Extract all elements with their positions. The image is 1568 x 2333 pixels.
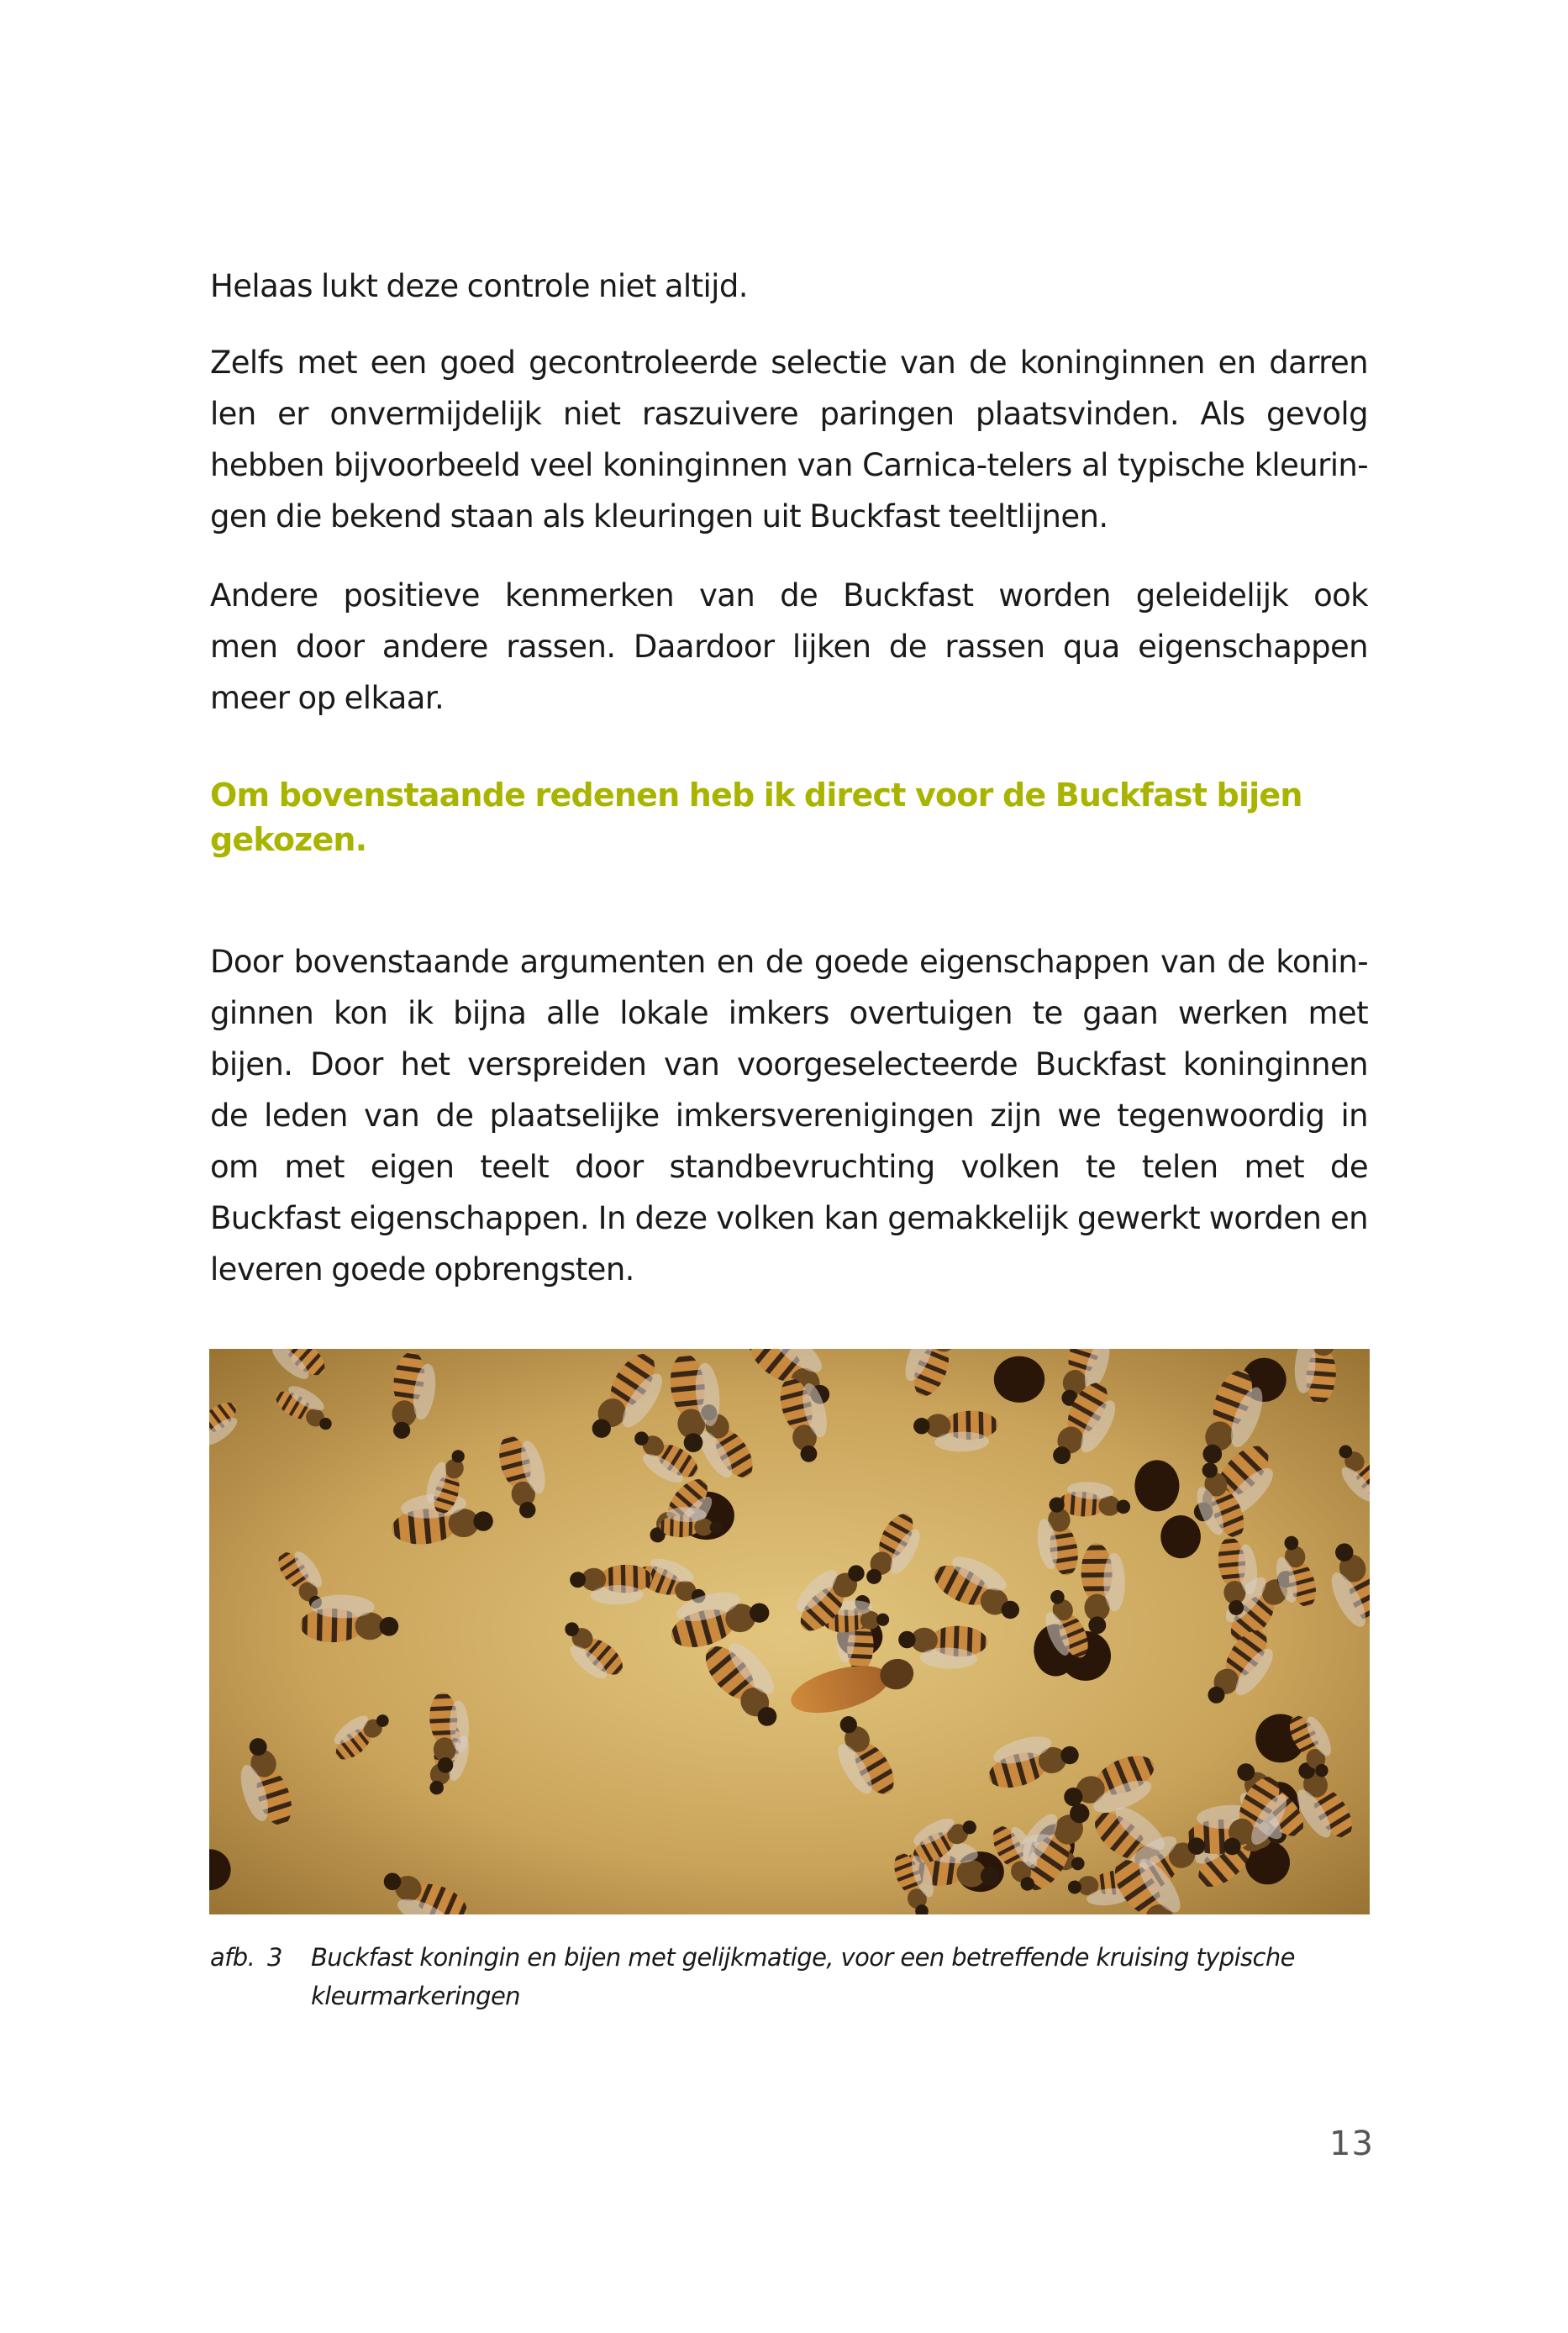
text-line: Door bovenstaande argumenten en de goede eigenschappen van de konin- bbox=[210, 944, 1368, 980]
caption-line: Buckfast koningin en bijen met gelijkmatige, voor een betreffende kruising typische bbox=[311, 1943, 1295, 1972]
bees-photo bbox=[209, 1349, 1370, 1914]
text-line: Buckfast eigenschappen. In deze volken kan gemakkelijk gewerkt worden en bbox=[210, 1200, 1368, 1236]
comb-cell bbox=[1160, 1515, 1201, 1558]
text-line: meer op elkaar. bbox=[210, 680, 445, 716]
comb-cell bbox=[1134, 1460, 1179, 1511]
text-line: Helaas lukt deze controle niet altijd. bbox=[210, 268, 748, 304]
paragraph-selection bbox=[210, 337, 1368, 542]
text-line: de leden van de plaatselijke imkersverenigingen zijn we tegenwoordig in bbox=[210, 1098, 1368, 1134]
text-line: leveren goede opbrengsten. bbox=[210, 1251, 634, 1288]
figure-label: afb. bbox=[210, 1943, 255, 1972]
caption-line: kleurmarkeringen bbox=[311, 1982, 520, 2010]
text-line: Zelfs met een goed gecontroleerde selectie van de koninginnen en darren bbox=[210, 345, 1368, 381]
text-line: len er onvermijdelijk niet raszuivere paringen plaatsvinden. Als gevolg bbox=[210, 396, 1368, 432]
text-line: men door andere rassen. Daardoor lijken de rassen qua eigenschappen bbox=[210, 629, 1368, 665]
comb-cell bbox=[994, 1356, 1044, 1403]
text-line: om met eigen teelt door standbevruchting volken te telen met de bbox=[210, 1149, 1368, 1185]
caption-text bbox=[311, 1938, 1361, 2015]
figure-number: 3 bbox=[267, 1943, 282, 1972]
text-line: Andere positieve kenmerken van de Buckfast worden geleidelijk ook bbox=[210, 577, 1368, 614]
paragraph-argumentation bbox=[210, 936, 1368, 1295]
text-line: gen die bekend staan als kleuringen uit Buckfast teeltlijnen. bbox=[210, 498, 1108, 535]
section-heading bbox=[210, 773, 1368, 862]
page-number: 13 bbox=[1329, 2125, 1374, 2163]
heading-line: Om bovenstaande redenen heb ik direct voor de Buckfast bijen bbox=[210, 777, 1302, 814]
text-line: hebben bijvoorbeeld veel koninginnen van Carnica-telers al typische kleurin- bbox=[210, 447, 1368, 483]
paragraph-intro bbox=[210, 261, 1368, 312]
text-line: bijen. Door het verspreiden van voorgeselecteerde Buckfast koninginnen bbox=[210, 1046, 1368, 1082]
paragraph-traits bbox=[210, 570, 1368, 724]
heading-line: gekozen. bbox=[210, 821, 367, 858]
honeycomb-bees-image bbox=[209, 1349, 1370, 1914]
text-line: ginnen kon ik bijna alle lokale imkers overtuigen te gaan werken met bbox=[210, 995, 1368, 1031]
